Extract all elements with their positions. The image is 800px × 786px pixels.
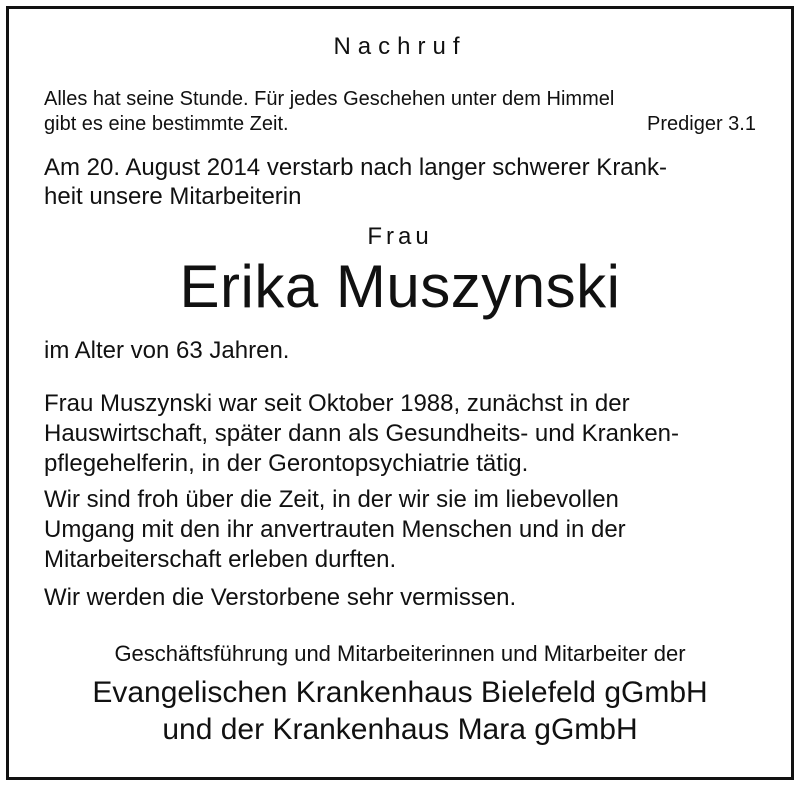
paragraph1-line-1	[44, 390, 756, 418]
age-text: im Alter von 63 Jahren.	[44, 337, 290, 364]
deceased-name: Erika Muszynski	[179, 253, 621, 320]
organization-line-1: Evangelischen Krankenhaus Bielefeld gGmbH	[92, 676, 708, 709]
paragraph1-line-2: Hauswirtschaft, später dann als Gesundheits- und Kranken-	[44, 420, 680, 447]
verse-line-1: Alles hat seine Stunde. Für jedes Geschehen unter dem Himmel	[44, 88, 615, 110]
paragraph2-line-1: Wir sind froh über die Zeit, in der wir sie im liebevollen	[44, 486, 619, 513]
notice-heading: Nachruf	[333, 33, 467, 60]
verse-source: Prediger 3.1	[647, 113, 756, 135]
closing-sentence: Wir werden die Verstorbene sehr vermissen.	[44, 584, 517, 611]
intro-line-1: Am 20. August 2014 verstarb nach langer schwerer Krank-	[44, 154, 667, 181]
intro-line-2: heit unsere Mitarbeiterin	[44, 183, 302, 210]
organization-line-2: und der Krankenhaus Mara gGmbH	[162, 713, 638, 746]
paragraph1-line-1-text: Frau Muszynski war seit Oktober 1988, zunächst in der	[44, 390, 630, 417]
paragraph1-line-3: pflegehelferin, in der Gerontopsychiatrie tätig.	[44, 450, 529, 477]
paragraph2-line-3: Mitarbeiterschaft erleben durften.	[44, 546, 397, 573]
salutation: Frau	[367, 223, 433, 250]
paragraph2-line-2: Umgang mit den ihr anvertrauten Menschen und in der	[44, 516, 626, 543]
verse-line-2: gibt es eine bestimmte Zeit.	[44, 113, 289, 135]
signature-intro: Geschäftsführung und Mitarbeiterinnen und Mitarbeiter der	[114, 641, 686, 666]
